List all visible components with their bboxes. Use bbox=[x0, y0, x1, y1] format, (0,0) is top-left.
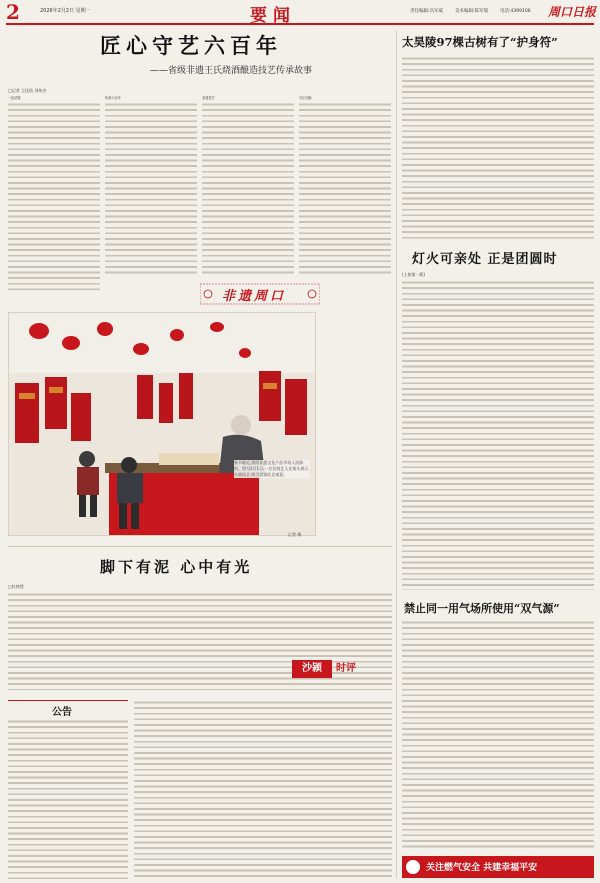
photo-credit: 记者 摄 bbox=[288, 532, 302, 537]
masthead bbox=[0, 0, 600, 26]
commentary-tag-left: 沙颍 bbox=[292, 660, 332, 678]
bottom-article-byline: □杜林然 bbox=[8, 584, 24, 589]
page-number: 2 bbox=[6, 0, 20, 24]
right-mid-body bbox=[402, 280, 594, 590]
notice-body bbox=[8, 719, 128, 879]
editor-credit: 责任编辑:冯军威 bbox=[410, 9, 444, 14]
lower-body-text bbox=[134, 700, 392, 878]
main-article-body-col-2 bbox=[105, 96, 197, 276]
commentary-title: 禁止同一用气场所使用“双气源” bbox=[404, 602, 560, 615]
right-mid-byline: (上接第一版) bbox=[402, 272, 426, 277]
right-top-body bbox=[402, 56, 594, 240]
right-top-title: 太昊陵97棵古树有了“护身符” bbox=[402, 35, 558, 49]
bottom-article-title: 脚下有泥 心中有光 bbox=[100, 558, 253, 576]
commentary-body bbox=[402, 620, 594, 850]
main-article-title: 匠心守艺六百年 bbox=[100, 33, 282, 58]
street-scene-image bbox=[9, 313, 315, 535]
ad-text: 关注燃气安全 共建幸福平安 bbox=[426, 863, 538, 873]
phone-credit: 电话:4399106 bbox=[500, 9, 531, 14]
main-article-byline: □记者 王佳依 刘伟杰 bbox=[8, 88, 47, 93]
designer-credit: 美术编辑:陈军瑞 bbox=[455, 9, 489, 14]
main-lead-4: 守正创新 bbox=[299, 96, 312, 100]
header-rule bbox=[6, 23, 594, 25]
main-lead-1: 一缸酒香 bbox=[8, 96, 21, 100]
main-lead-3: 非遗技艺 bbox=[202, 96, 215, 100]
main-lead-2: 传承六百年 bbox=[105, 96, 121, 100]
main-article-body-col-4 bbox=[299, 96, 391, 276]
main-article-subtitle: ——省级非遗王氏烧酒酿造技艺传承故事 bbox=[150, 66, 313, 76]
right-column-rule bbox=[396, 30, 397, 878]
right-mid-title: 灯火可亲处 正是团圆时 bbox=[412, 252, 558, 267]
notice-title: 公告 bbox=[52, 707, 72, 718]
commentary-tag bbox=[292, 660, 372, 678]
main-article-body-col-1 bbox=[8, 96, 100, 291]
issue-date: 2026年2月2日 星期一 bbox=[40, 8, 91, 14]
news-photo bbox=[8, 312, 316, 536]
heritage-banner bbox=[200, 282, 320, 306]
newspaper-logo: 周口日报 bbox=[548, 5, 597, 19]
bottom-article-top-rule bbox=[8, 546, 392, 547]
banner-label: 非遗周口 bbox=[222, 289, 287, 304]
main-article-body-col-3 bbox=[202, 96, 294, 276]
safety-ad bbox=[402, 856, 594, 878]
notice-box bbox=[8, 700, 128, 879]
commentary-tag-right: 时评 bbox=[336, 663, 356, 674]
ad-badge-icon bbox=[406, 860, 420, 874]
photo-caption: 春节临近,淮阳非遗文化产品市场人流如织。图为2月1日,一位民间艺人在街头展示年画技艺,吸引游客驻足观看。 bbox=[234, 460, 309, 477]
section-title: 要闻 bbox=[250, 6, 296, 26]
